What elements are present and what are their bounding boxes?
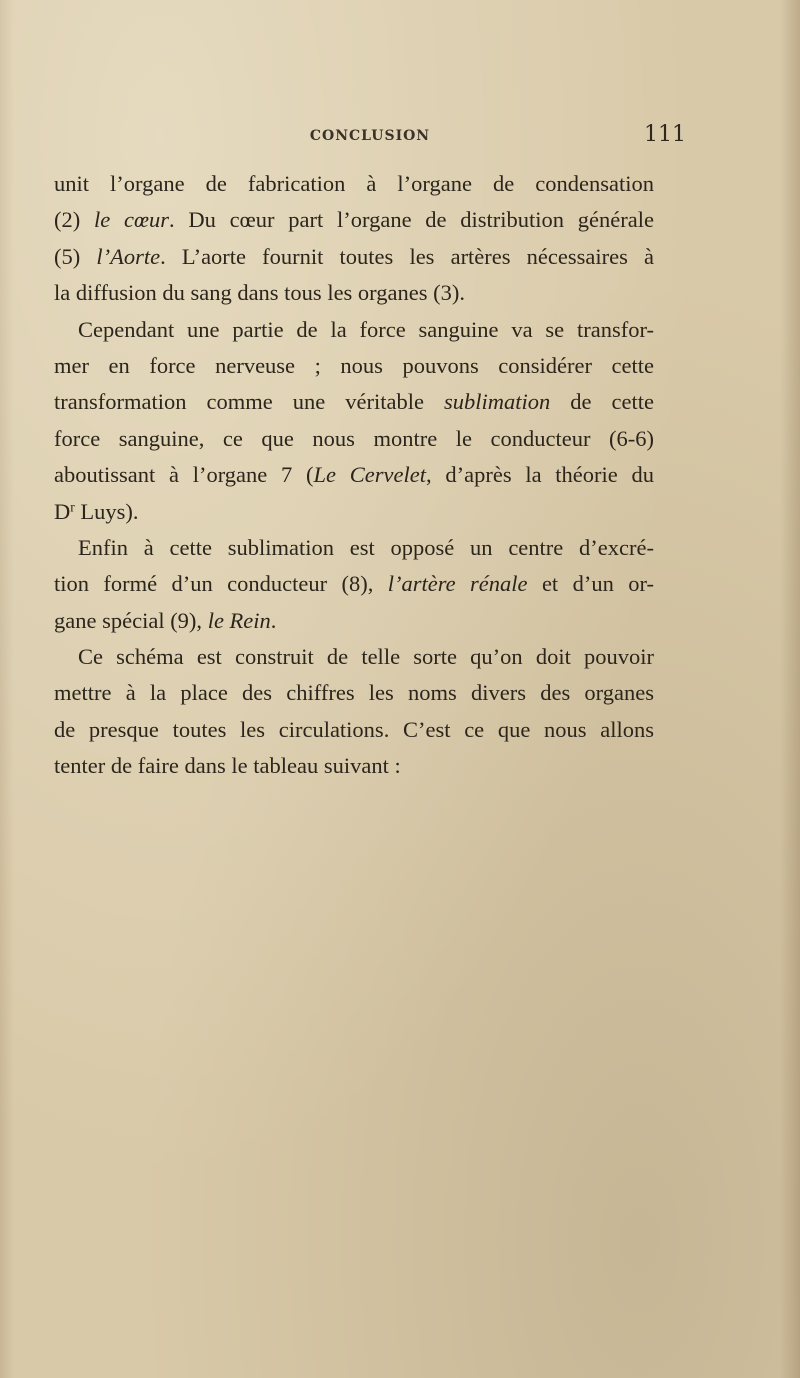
text-line: de presque toutes les circulations. C’est ce que nous allons [54,716,654,742]
paragraph [54,166,654,312]
body-text [54,166,654,785]
italic-term: le cœur [93,207,169,233]
text-line: mer en force nerveuse ; nous pouvons considérer cette [54,352,654,378]
text-line: tion formé d’un conducteur (8), l’artère rénale et d’un or- [54,571,654,597]
running-head [54,120,686,150]
italic-term: l’artère rénale [387,571,528,597]
page-number: 111 [644,122,686,147]
italic-term: sublimation [443,389,551,415]
text-line: Enfin à cette sublimation est opposé un centre d’excré- [78,534,654,560]
paragraph [54,639,654,785]
text-line: mettre à la place des chiffres les noms divers des organes [54,680,654,706]
paragraph [54,530,654,639]
italic-term: Le Cervelet [313,462,426,488]
italic-term: l’Aorte [96,243,161,269]
text-line: tenter de faire dans le tableau suivant : [54,753,401,779]
text-line: Cependant une partie de la force sanguine va se transfor- [78,316,654,342]
text-line: (2) le cœur. Du cœur part l’organe de distribution générale [54,207,654,233]
text-line: transformation comme une véritable sublimation de cette [54,389,654,415]
text-line: (5) l’Aorte. L’aorte fournit toutes les artères nécessaires à [54,243,654,269]
text-line: Ce schéma est construit de telle sorte qu’on doit pouvoir [78,644,654,670]
running-title: CONCLUSION [309,128,431,144]
text-line: $D^r$ Luys). [54,498,139,524]
text-line: gane spécial (9), le Rein. [54,607,277,633]
text-line: force sanguine, ce que nous montre le conducteur (6-6) [54,425,654,451]
paragraph [54,312,654,530]
text-line: aboutissant à l’organe 7 (Le Cervelet, d’après la théorie du [54,462,655,488]
text-line: unit l’organe de fabrication à l’organe de condensation [54,171,654,196]
text-line: la diffusion du sang dans tous les organes (3). [54,280,465,306]
italic-term: le Rein [207,607,271,633]
